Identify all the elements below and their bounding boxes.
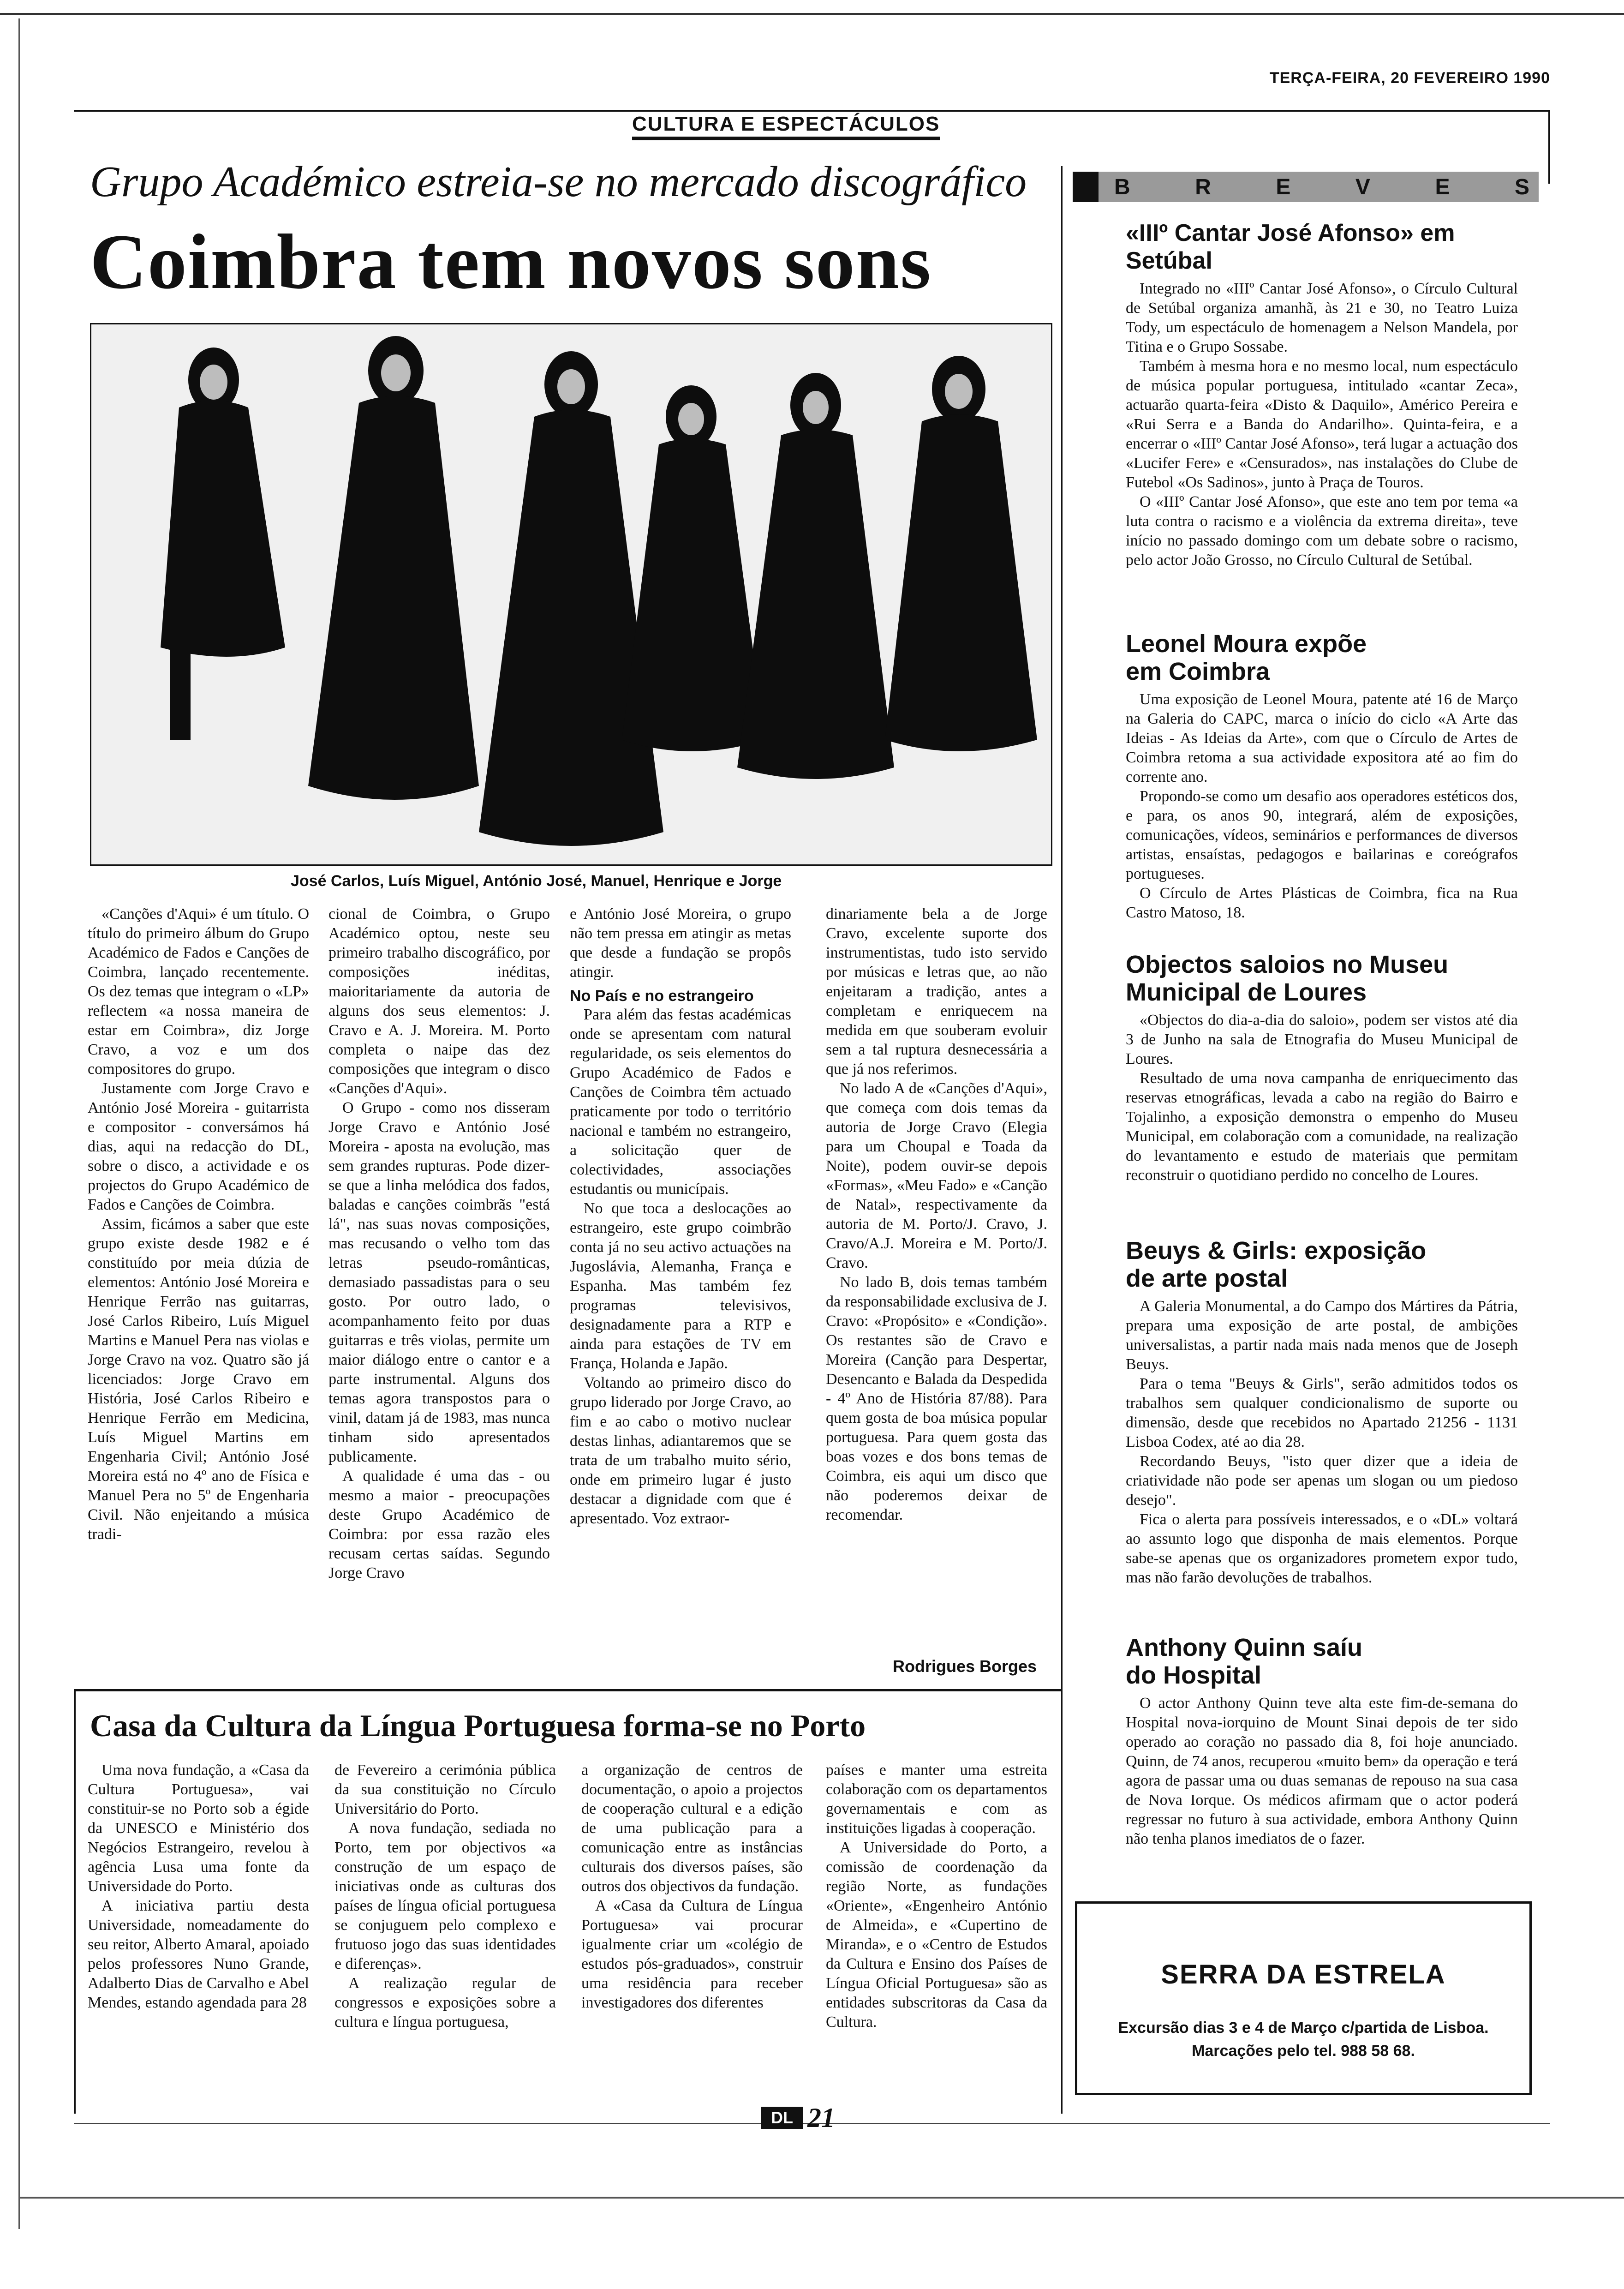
group-photo xyxy=(90,323,1052,866)
banner-letter-r: R xyxy=(1195,175,1211,199)
breve-2-body xyxy=(1126,690,1518,923)
breve-4-p4: Fica o alerta para possíveis interessados, e o «DL» voltará ao assunto logo que disponha de mais elementos. Porque sabe-se apenas que os organizadores prometem expor tudo, mas não farão devoluções de trabalhos. xyxy=(1126,1511,1518,1586)
breve-2-p2: Propondo-se como um desafio aos operadores estéticos dos, e para, os anos 90, integrará, além de exposições, comunicações, vídeos, seminários e performances de diversos artistas, ensaístas, pedagogos e bailarinas e coreógrafos portugueses. xyxy=(1126,788,1518,882)
group-photo-figures xyxy=(91,324,1051,864)
banner-letter-e2: E xyxy=(1435,175,1450,199)
second-c1-p1: Uma nova fundação, a «Casa da Cultura Portuguesa», vai constituir-se no Porto sob a égide da UNESCO e Ministério dos Negócios Estrangeiro, revelou à agência Lusa uma fonte da Universidade do Porto. xyxy=(88,1762,309,1895)
breve-2 xyxy=(1126,630,1518,923)
second-article-top-rule xyxy=(74,1689,1061,1691)
breve-2-title: Leonel Moura expõe em Coimbra xyxy=(1126,630,1367,685)
ad-box xyxy=(1075,1901,1532,2095)
main-c2-p3: A qualidade é uma das - ou mesmo a maior - preocupações deste Grupo Académico de Coimbra: por essa razão eles recusam certas saídas. Segundo Jorge Cravo xyxy=(328,1468,550,1582)
breve-2-p3: O Círculo de Artes Plásticas de Coimbra, fica na Rua Castro Matoso, 18. xyxy=(1126,885,1518,921)
breve-2-p1: Uma exposição de Leonel Moura, patente até 16 de Março na Galeria do CAPC, marca o início do ciclo «A Arte das Ideias - As Ideias da Arte», com que o Círculo de Artes de Coimbra retoma a sua actividade expositora até ao fim do corrente ano. xyxy=(1126,691,1518,785)
main-c3-p1: e António José Moreira, o grupo não tem pressa em atingir as metas que desde a fundação se propôs atingir. xyxy=(570,905,791,981)
main-c3-p3: No que toca a deslocações ao estrangeiro, este grupo coimbrão conta já no seu activo actuações na Jugoslávia, Alemanha, França e Espanha. Mas também fez programas televisivos, designadamente para a RTP e ainda para estações de TV em França, Holanda e Japão. xyxy=(570,1200,791,1372)
main-column-3 xyxy=(570,905,791,1528)
main-c3-p2: Para além das festas académicas onde se apresentam com natural regularidade, os seis elementos do Grupo Académico de Fados e Canções de Coimbra têm actuado praticamente por todo o território nacional e também no estrangeiro, a solicitação quer de colectividades, associações estudantis ou municípais. xyxy=(570,1006,791,1198)
second-c3-p2: A «Casa da Cultura de Língua Portuguesa» vai procurar igualmente criar um «colégio de estudos pós-graduados», construir uma residência para receber investigadores dos diferentes xyxy=(581,1897,803,2011)
second-c4-p2: A Universidade do Porto, a comissão de coordenação da região Norte, as fundações «Oriente», «Engenheiro António de Almeida», e «Cupertino de Miranda», e o «Centro de Estudos da Cultura e Ensino dos Países de Língua Oficial Portuguesa» são as entidades subscritoras da Casa da Cultura. xyxy=(826,1839,1047,2031)
breve-4-p3: Recordando Beuys, "isto quer dizer que a ideia de criatividade não pode ser apenas um slogan ou um piedoso desejo". xyxy=(1126,1453,1518,1509)
second-c2-p2: A nova fundação, sediada no Porto, tem por objectivos «a construção de um espaço de iniciativas onde as culturas dos países de língua oficial portuguesa se conjuguem pelo complexo e frutuoso jogo das suas identidades e diferenças». xyxy=(334,1820,556,1972)
breve-3 xyxy=(1126,951,1518,1185)
second-c2-p3: A realização regular de congressos e exposições sobre a cultura e língua portuguesa, xyxy=(334,1975,556,2031)
footer-logo-text: DL xyxy=(771,2108,793,2127)
breve-3-p2: Resultado de uma nova campanha de enriquecimento das reservas etnográficas, levada a cabo na região do Bairro e Tojalinho, a exposição demonstra o empenho do Museu Municipal, em colaboração com a comunidade, na realização do levantamento e estudo de materiais que permitam reconstruir o quotidiano perdido no concelho de Loures. xyxy=(1126,1070,1518,1184)
second-article-title: Casa da Cultura da Língua Portuguesa forma-se no Porto xyxy=(90,1708,866,1743)
breves-banner-block xyxy=(1073,172,1099,202)
second-c2-p1: de Fevereiro a cerimónia pública da sua constituição no Círculo Universitário do Porto. xyxy=(334,1762,556,1817)
breves-banner-letters xyxy=(1114,174,1529,200)
page-number: 21 xyxy=(807,2103,835,2133)
main-byline: Rodrigues Borges xyxy=(893,1657,1037,1676)
banner-letter-e1: E xyxy=(1276,175,1291,199)
second-c1-p2: A iniciativa partiu desta Universidade, nomeadamente do seu reitor, Alberto Amaral, apoiado pelos professores Nuno Grande, Adalberto Dias de Carvalho e Abel Mendes, estando agendada para 28 xyxy=(88,1897,309,2011)
second-column-1 xyxy=(88,1761,309,2013)
breve-1-p2: Também à mesma hora e no mesmo local, num espectáculo de música popular portuguesa, intitulado «cantar Zeca», actuarão quarta-feira «Disto & Daquilo», Américo Pereira e «Rui Serra e a Banda do Andarilho». Quinta-feira, e a encerrar o «IIIº Cantar José Afonso», terá lugar a actuação dos «Lucifer Fere» e «Censurados», nas instalações do Clube de Futebol «Os Sadinos», junto à Praça de Touros. xyxy=(1126,358,1518,491)
breve-3-p1: «Objectos do dia-a-dia do saloio», podem ser vistos até dia 3 de Junho na sala de Etnografia do Museu Municipal de Loures. xyxy=(1126,1012,1518,1067)
main-c2-p2: O Grupo - como nos disseram Jorge Cravo e António José Moreira - aposta na evolução, mas sem grandes rupturas. Pode dizer-se que a linha melódica dos fados, baladas e canções coimbrãs "está lá", nas suas novas composições, mas recusando o velho tom das letras pseudo-românticas, demasiado passadistas para o seu gosto. Por outro lado, o acompanhamento feito por duas guitarras e três violas, permite um maior diálogo entre o cantor e a parte instrumental. Alguns dos temas agora transpostos para o vinil, datam já de 1983, mas nunca tinham sido apresentados publicamente. xyxy=(328,1099,550,1465)
main-c3-subhead: No País e no estrangeiro xyxy=(570,987,754,1005)
header-rule xyxy=(74,110,1550,112)
left-border-line xyxy=(18,18,20,2229)
second-c4-p1: países e manter uma estreita colaboração com os departamentos governamentais e com as instituições ligadas à cooperação. xyxy=(826,1762,1047,1837)
section-label: CULTURA E ESPECTÁCULOS xyxy=(632,113,940,140)
top-border-line xyxy=(0,13,1624,15)
breve-1-title: «IIIº Cantar José Afonso» em Setúbal xyxy=(1126,220,1455,274)
ad-title: SERRA DA ESTRELA xyxy=(1161,1959,1446,1989)
main-c2-p1: cional de Coimbra, o Grupo Académico optou, neste seu primeiro trabalho discográfico, por composições inéditas, maioritariamente da autoria de alguns dos seus elementos: J. Cravo e A. J. Moreira. M. Porto completa o naipe das dez composições que integram o disco «Canções d'Aqui». xyxy=(328,905,550,1097)
main-c4-p1: dinariamente bela a de Jorge Cravo, excelente suporte dos instrumentistas, tudo isto servido por músicas e letras que, ao não enjeitaram a tradição, antes a completam e enriquecem na medida em que souberam evoluir sem a tal ruptura desnecessária a que já nos referimos. xyxy=(826,905,1047,1078)
main-c4-p3: No lado B, dois temas também da responsabilidade exclusiva de J. Cravo: «Propósito» e «Condição». Os restantes são de Cravo e Moreira (Canção para Despertar, Desencanto e Balada da Despedida - 4º Ano de História 87/88). Para quem gosta de boa música popular portuguesa. Para quem gosta das boas vozes e dos bons temas de Coimbra, eis aqui um disco que não poderemos deixar de recomendar. xyxy=(826,1274,1047,1523)
breve-4-title: Beuys & Girls: exposição de arte postal xyxy=(1126,1237,1427,1292)
banner-letter-s: S xyxy=(1514,175,1529,199)
footer-logo xyxy=(761,2107,803,2129)
photo-caption: José Carlos, Luís Miguel, António José, Manuel, Henrique e Jorge xyxy=(291,872,782,890)
breve-3-body xyxy=(1126,1011,1518,1185)
second-c3-p1: a organização de centros de documentação, o apoio a projectos de cooperação cultural e a edição de uma publicação para a comunicação entre as instâncias culturais dos diversos países, são outros dos objectivos da fundação. xyxy=(581,1762,803,1895)
second-column-4 xyxy=(826,1761,1047,2032)
breve-4-body xyxy=(1126,1297,1518,1588)
article-kicker: Grupo Académico estreia-se no mercado discográfico xyxy=(90,158,1027,206)
main-c1-p3: Assim, ficámos a saber que este grupo existe desde 1982 e é constituído por meia dúzia de elementos: António José Moreira e Henrique Ferrão nas guitarras, José Carlos Ribeiro, Luís Miguel Martins e Manuel Pera nas violas e Jorge Cravo na voz. Quatro são já licenciados: Jorge Cravo em História, José Carlos Ribeiro e Henrique Ferrão em Medicina, Luís Miguel Martins em Engenharia Civil; António José Moreira está no 4º ano de Física e Manuel Pera no 5º de Engenharia Civil. Não enjeitando a música tradi- xyxy=(88,1216,309,1543)
breve-3-title: Objectos saloios no Museu Municipal de Loures xyxy=(1126,951,1449,1006)
main-column-4 xyxy=(826,905,1047,1525)
second-article-left-rule xyxy=(74,1689,76,2114)
breve-5-body xyxy=(1126,1694,1518,1849)
banner-letter-v: V xyxy=(1355,175,1370,199)
ad-line-2: Marcações pelo tel. 988 58 68. xyxy=(1192,2042,1415,2060)
breve-4-p1: A Galeria Monumental, a do Campo dos Mártires da Pátria, prepara uma exposição de arte postal, de ambições universalistas, a partir nada mais nada menos que de Joseph Beuys. xyxy=(1126,1298,1518,1373)
main-c4-p2: No lado A de «Canções d'Aqui», que começa com dois temas da autoria de Jorge Cravo (Elegia para um Choupal e Toada da Noite), podem ouvir-se depois «Formas», «Meu Fado» e «Canção de Natal», respectivamente da autoria de M. Porto/J. Cravo, J. Cravo/A.J. Moreira e M. Porto/J. Cravo. xyxy=(826,1080,1047,1271)
breve-4 xyxy=(1126,1237,1518,1588)
breve-1-p3: O «IIIº Cantar José Afonso», que este ano tem por tema «a luta contra o racismo e a violência da extrema direita», teve início no passado domingo com um debate sobre o racismo, pelo actor João Grosso, no Círculo Cultural de Setúbal. xyxy=(1126,493,1518,569)
header-right-rule xyxy=(1548,110,1550,184)
breves-banner xyxy=(1073,172,1539,202)
main-c1-p1: «Canções d'Aqui» é um título. O título do primeiro álbum do Grupo Académico de Fados e Canções de Coimbra, lançado recentemente. Os dez temas que integram o «LP» reflectem «a nossa maneira de estar em Coimbra», diz Jorge Cravo, a voz e um dos compositores do grupo. xyxy=(88,905,309,1078)
main-column-1 xyxy=(88,905,309,1544)
breve-5 xyxy=(1126,1634,1518,1849)
breve-1-p1: Integrado no «IIIº Cantar José Afonso», o Círculo Cultural de Setúbal organiza amanhã, às 21 e 30, no Teatro Luiza Tody, um espectáculo de homenagem a Nelson Mandela, por Titina e o Grupo Sossabe. xyxy=(1126,280,1518,355)
issue-date: TERÇA-FEIRA, 20 FEVEREIRO 1990 xyxy=(1269,69,1550,87)
ad-line-1: Excursão dias 3 e 4 de Março c/partida de Lisboa. xyxy=(1118,2019,1489,2037)
second-column-3 xyxy=(581,1761,803,2013)
banner-letter-b: B xyxy=(1114,175,1130,199)
breve-4-p2: Para o tema "Beuys & Girls", serão admitidos todos os trabalhos sem qualquer condicionalismo de suporte ou dimensão, desde que recebidos no Apartado 21256 - 1131 Lisboa Codex, até ao dia 28. xyxy=(1126,1375,1518,1450)
main-column-2 xyxy=(328,905,550,1583)
bottom-rule xyxy=(18,2197,1624,2199)
column-divider xyxy=(1061,166,1063,2114)
breve-1 xyxy=(1126,219,1518,570)
breve-5-title: Anthony Quinn saíu do Hospital xyxy=(1126,1634,1362,1689)
main-c3-p4: Voltando ao primeiro disco do grupo liderado por Jorge Cravo, ao fim e ao cabo o motivo nuclear destas linhas, adiantaremos que se trata de um trabalho muito sério, onde em primeiro lugar é justo destacar a dignidade com que é apresentado. Voz extraor- xyxy=(570,1374,791,1527)
second-column-2 xyxy=(334,1761,556,2032)
breve-1-body xyxy=(1126,279,1518,570)
article-title: Coimbra tem novos sons xyxy=(90,218,932,305)
main-c1-p2: Justamente com Jorge Cravo e António José Moreira - guitarrista e compositor - conversámos há dias, aqui na redacção do DL, sobre o disco, a actividade e os projectos do Grupo Académico de Fados e Canções de Coimbra. xyxy=(88,1080,309,1213)
breve-5-p1: O actor Anthony Quinn teve alta este fim-de-semana do Hospital nova-iorquino de Mount Sinai depois de ter sido operado ao coração no passado dia 8, foi hoje anunciado. Quinn, de 74 anos, recuperou «muito bem» da operação e terá agora de passar uma ou duas semanas de repouso na sua casa de Nova Iorque. Os médicos afirmam que o actor poderá regressar no futuro à sua actividade, embora Anthony Quinn não tenha planos imediatos de o fazer. xyxy=(1126,1695,1518,1847)
